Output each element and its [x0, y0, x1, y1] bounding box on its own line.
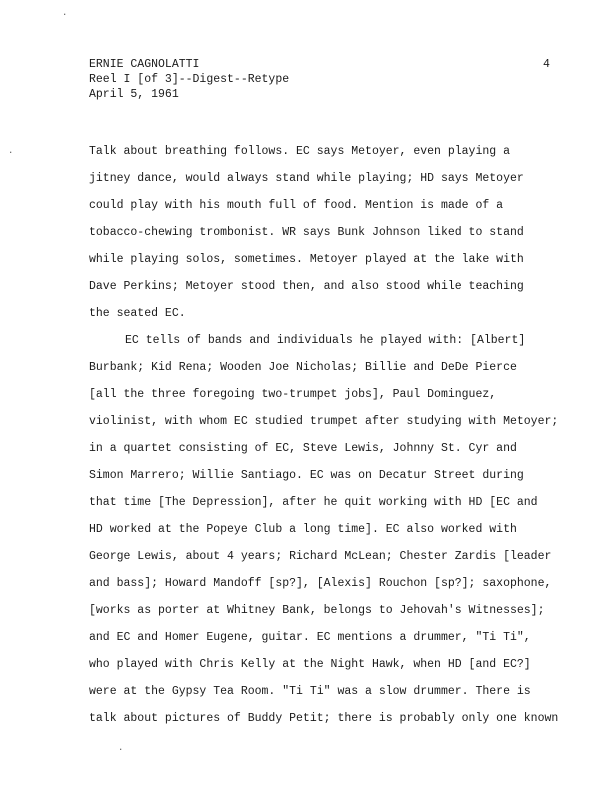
document-header [89, 57, 289, 102]
page-number: 4 [543, 58, 550, 71]
interview-date: April 5, 1961 [89, 88, 179, 101]
text-line: HD worked at the Popeye Club a long time]. EC also worked with [89, 523, 517, 536]
text-line: George Lewis, about 4 years; Richard McLean; Chester Zardis [leader [89, 550, 552, 563]
text-line: the seated EC. [89, 307, 186, 320]
text-line: while playing solos, sometimes. Metoyer played at the lake with [89, 253, 524, 266]
text-line: and EC and Homer Eugene, guitar. EC mentions a drummer, "Ti Ti", [89, 631, 531, 644]
text-line: who played with Chris Kelly at the Night Hawk, when HD [and EC?] [89, 658, 531, 671]
text-line: [all the three foregoing two-trumpet jobs], Paul Dominguez, [89, 388, 497, 401]
text-line: Simon Marrero; Willie Santiago. EC was on Decatur Street during [89, 469, 524, 482]
text-line: talk about pictures of Buddy Petit; there is probably only one known [89, 712, 559, 725]
text-line: and bass]; Howard Mandoff [sp?], [Alexis] Rouchon [sp?]; saxophone, [89, 577, 552, 590]
scan-speck: · [62, 10, 68, 20]
interviewee-name: ERNIE CAGNOLATTI [89, 58, 200, 71]
text-line: [works as porter at Whitney Bank, belongs to Jehovah's Witnesses]; [89, 604, 545, 617]
text-line: Dave Perkins; Metoyer stood then, and also stood while teaching [89, 280, 524, 293]
text-line: tobacco-chewing trombonist. WR says Bunk Johnson liked to stand [89, 226, 524, 239]
text-line: that time [The Depression], after he quit working with HD [EC and [89, 496, 538, 509]
text-line: Burbank; Kid Rena; Wooden Joe Nicholas; Billie and DeDe Pierce [89, 361, 517, 374]
reel-info: Reel I [of 3]--Digest--Retype [89, 73, 290, 86]
text-line: could play with his mouth full of food. Mention is made of a [89, 199, 504, 212]
text-line: Talk about breathing follows. EC says Metoyer, even playing a [89, 145, 510, 158]
text-line: in a quartet consisting of EC, Steve Lewis, Johnny St. Cyr and [89, 442, 517, 455]
transcript-body [89, 138, 558, 732]
text-line: jitney dance, would always stand while playing; HD says Metoyer [89, 172, 524, 185]
scan-speck: · [8, 148, 14, 158]
text-line: violinist, with whom EC studied trumpet after studying with Metoyer; [89, 415, 559, 428]
paragraph-start-line: EC tells of bands and individuals he played with: [Albert] [125, 334, 526, 347]
scan-speck: · [118, 745, 124, 755]
text-line: were at the Gypsy Tea Room. "Ti Ti" was a slow drummer. There is [89, 685, 531, 698]
